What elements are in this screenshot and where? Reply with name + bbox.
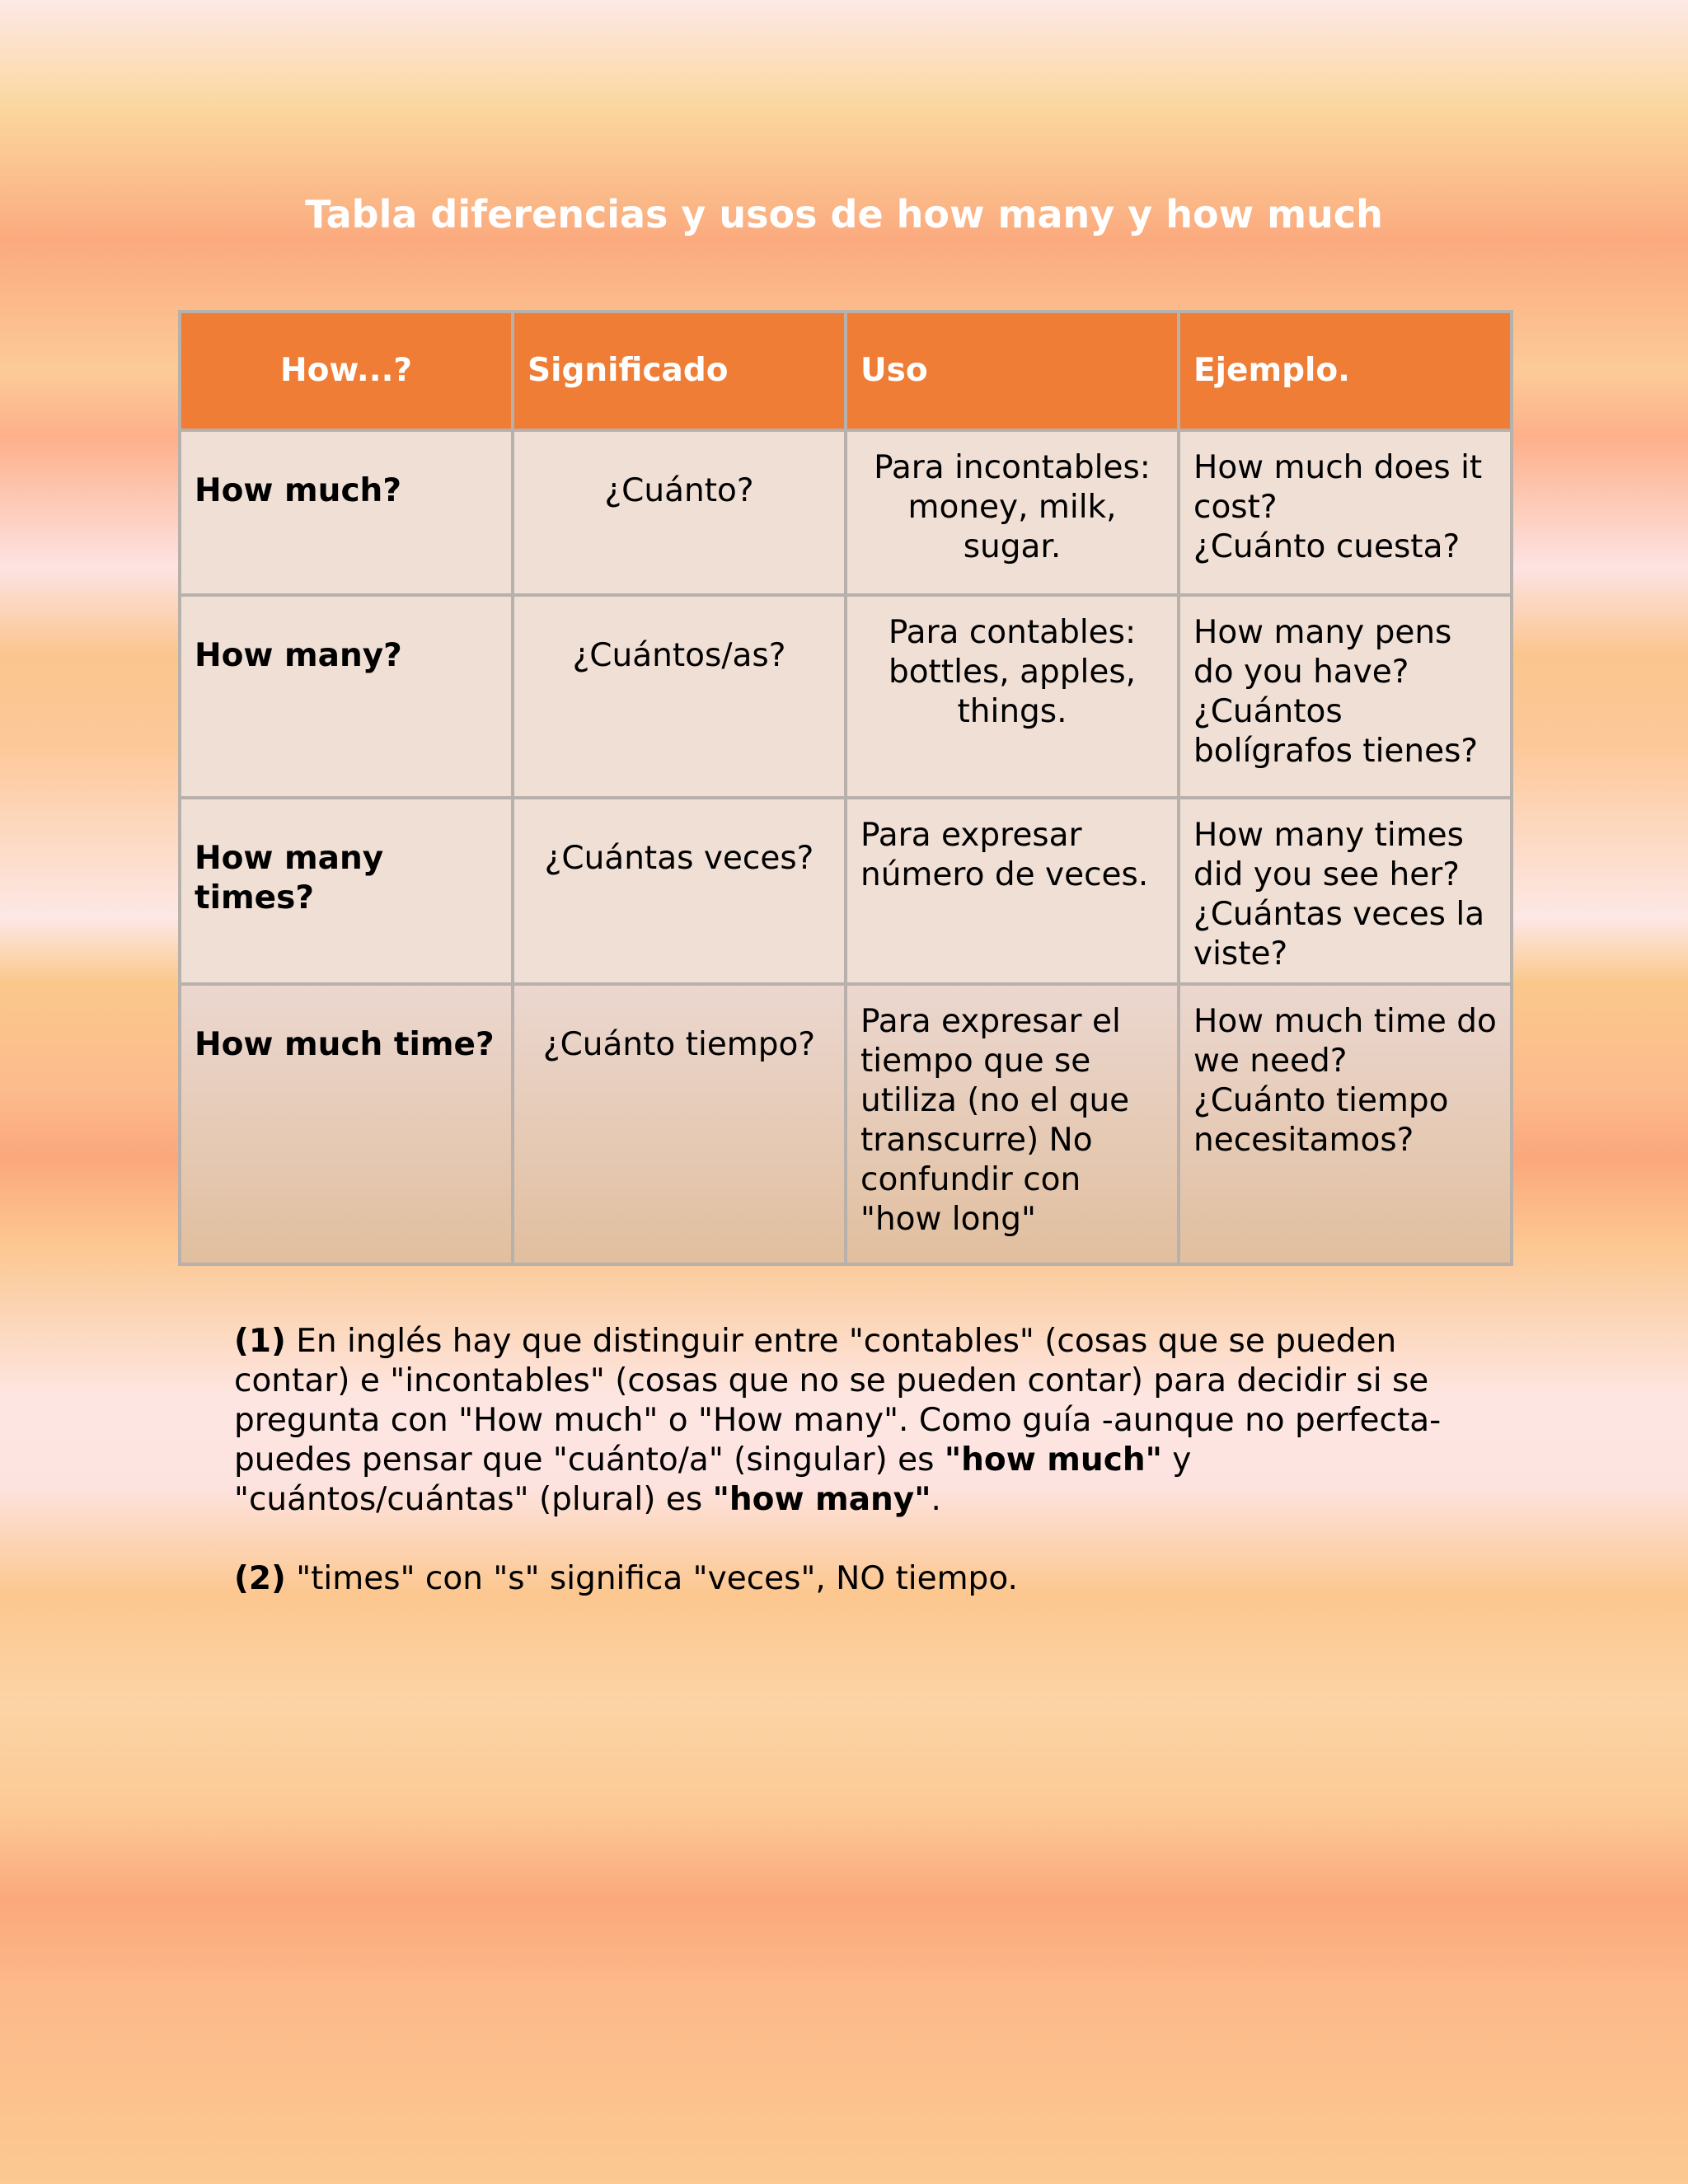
- row-example: [1180, 986, 1510, 1263]
- row-example: [1180, 799, 1510, 982]
- note-1-text-a: En inglés hay que distinguir entre "contables" (cosas que se pueden contar) e "incontables" (cosas que no se pueden contar) para decidir si se pregunta con "How much" o "How many". Como guía -aunque no perfecta- puedes pensar que "cuánto/a" (singular) es: [234, 1323, 1442, 1479]
- note-1-bold-b: "how many": [712, 1481, 931, 1518]
- note-1-bold-a: "how much": [944, 1441, 1162, 1479]
- header-example: Ejemplo.: [1180, 313, 1510, 429]
- table-row: [181, 597, 1510, 796]
- example-spanish: ¿Cuántos bolígrafos tienes?: [1193, 693, 1479, 770]
- table-header-row: [181, 313, 1510, 429]
- table-row: [181, 799, 1510, 982]
- header-meaning: Significado: [514, 313, 844, 429]
- row-example: [1180, 432, 1510, 593]
- row-how: How much time?: [181, 986, 511, 1263]
- row-use: Para incontables: money, milk, sugar.: [847, 432, 1177, 593]
- row-meaning: ¿Cuántas veces?: [514, 799, 844, 982]
- note-1-text-c: .: [931, 1481, 941, 1518]
- note-1-marker: (1): [234, 1323, 286, 1360]
- row-use: Para expresar el tiempo que se utiliza (no el que transcurre) No confundir con "how long": [847, 986, 1177, 1263]
- note-2-text: "times" con "s" significa "veces", NO tiempo.: [285, 1560, 1018, 1597]
- row-example: [1180, 597, 1510, 796]
- example-spanish: ¿Cuánto cuesta?: [1193, 528, 1461, 565]
- row-how: How many times?: [181, 799, 511, 982]
- row-use: Para contables: bottles, apples, things.: [847, 597, 1177, 796]
- header-use: Uso: [847, 313, 1177, 429]
- example-spanish: ¿Cuánto tiempo necesitamos?: [1193, 1082, 1449, 1159]
- example-english: How many times did you see her?: [1193, 817, 1464, 893]
- row-meaning: ¿Cuántos/as?: [514, 597, 844, 796]
- row-meaning: ¿Cuánto tiempo?: [514, 986, 844, 1263]
- table-row: [181, 986, 1510, 1263]
- note-1: [234, 1322, 1470, 1520]
- comparison-table: [178, 310, 1513, 1266]
- row-how: How much?: [181, 432, 511, 593]
- example-english: How many pens do you have?: [1193, 614, 1452, 691]
- example-spanish: ¿Cuántas veces la viste?: [1193, 896, 1485, 972]
- example-english: How much does it cost?: [1193, 449, 1483, 526]
- row-how: How many?: [181, 597, 511, 796]
- note-1-text-b: y "cuántos/cuántas" (plural) es: [234, 1441, 1192, 1518]
- header-how: How...?: [181, 313, 511, 429]
- page-title: Tabla diferencias y usos de how many y how much: [305, 192, 1383, 237]
- notes-section: [234, 1322, 1470, 1638]
- table-row: [181, 432, 1510, 593]
- row-use: Para expresar número de veces.: [847, 799, 1177, 982]
- note-2-marker: (2): [234, 1560, 286, 1597]
- example-english: How much time do we need?: [1193, 1003, 1497, 1080]
- note-2: [234, 1559, 1470, 1599]
- row-meaning: ¿Cuánto?: [514, 432, 844, 593]
